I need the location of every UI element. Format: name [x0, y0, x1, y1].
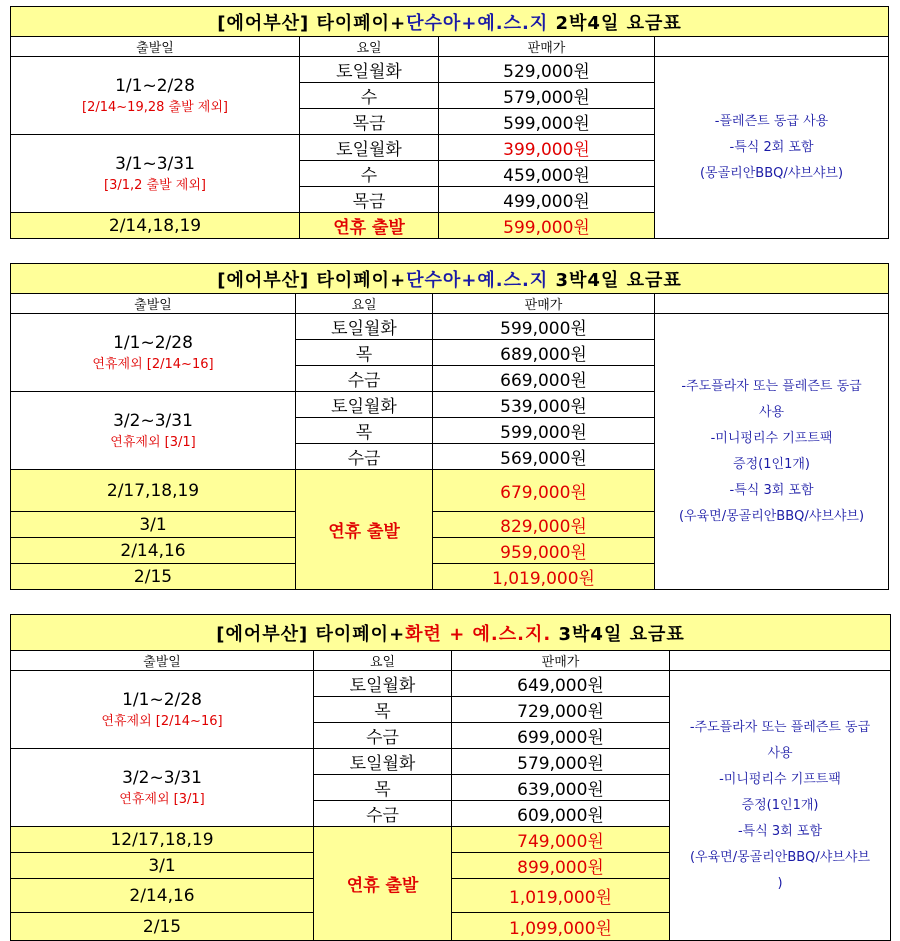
weekday-cell: 수금 — [296, 444, 433, 470]
note-line: ) — [777, 875, 783, 891]
note-line: 증정(1인1개) — [741, 797, 819, 813]
header-date: 출발일 — [11, 37, 300, 57]
notes-cell — [655, 314, 889, 590]
price-table-3 — [10, 614, 891, 941]
table-title — [11, 264, 889, 294]
date-range — [11, 749, 314, 827]
weekday-cell: 목금 — [300, 187, 439, 213]
note-line: (우육면/몽골리안BBQ/샤브샤브) — [678, 508, 865, 524]
table-title — [11, 7, 889, 37]
price-cell: 579,000원 — [452, 749, 670, 775]
weekday-cell: 수금 — [296, 366, 433, 392]
title-part-b: 화련 + 예.스.지. — [405, 623, 552, 645]
price-cell: 729,000원 — [452, 697, 670, 723]
weekday-cell: 토일월화 — [314, 671, 452, 697]
note-line: (몽골리안BBQ/샤브샤브) — [699, 165, 844, 181]
price-cell: 649,000원 — [452, 671, 670, 697]
weekday-cell: 토일월화 — [300, 135, 439, 161]
header-blank — [655, 294, 889, 314]
weekday-cell: 토일월화 — [314, 749, 452, 775]
weekday-cell: 토일월화 — [296, 314, 433, 340]
holiday-label: 연휴 출발 — [296, 470, 433, 590]
header-blank — [655, 37, 889, 57]
date-range — [11, 57, 300, 135]
price-cell: 459,000원 — [439, 161, 655, 187]
exclusion-note: [3/1,2 출발 제외] — [104, 177, 206, 193]
header-price: 판매가 — [433, 294, 655, 314]
holiday-price: 829,000원 — [433, 512, 655, 538]
note-line: -미니펑리수 기프트팩 — [719, 771, 841, 787]
price-cell: 539,000원 — [433, 392, 655, 418]
price-table-1 — [10, 6, 889, 239]
header-date: 출발일 — [11, 294, 296, 314]
header-date: 출발일 — [11, 651, 314, 671]
date-range-label: 1/1~2/28 — [122, 689, 202, 710]
note-line: 증정(1인1개) — [733, 456, 810, 472]
table-title — [11, 615, 891, 651]
note-line: -주도플라자 또는 플레즌트 동급 — [681, 378, 862, 394]
header-day: 요일 — [300, 37, 439, 57]
holiday-date: 3/1 — [11, 853, 314, 879]
date-range — [11, 671, 314, 749]
holiday-date: 2/14,16 — [11, 879, 314, 913]
price-cell: 399,000원 — [439, 135, 655, 161]
note-line: -특식 3회 포함 — [737, 823, 823, 839]
weekday-cell: 목 — [296, 340, 433, 366]
date-range-label: 3/2~3/31 — [122, 767, 202, 788]
weekday-cell: 수 — [300, 83, 439, 109]
header-price: 판매가 — [452, 651, 670, 671]
date-range-label: 3/2~3/31 — [113, 410, 193, 431]
header-blank — [670, 651, 891, 671]
price-table-2 — [10, 263, 889, 590]
holiday-date: 2/14,16 — [11, 538, 296, 564]
price-cell: 609,000원 — [452, 801, 670, 827]
date-range-label: 1/1~2/28 — [115, 75, 195, 96]
exclusion-note: 연휴제외 [3/1] — [110, 434, 196, 450]
weekday-cell: 목 — [296, 418, 433, 444]
notes-cell — [655, 57, 889, 239]
holiday-price: 679,000원 — [433, 470, 655, 512]
holiday-price: 899,000원 — [452, 853, 670, 879]
weekday-cell: 수금 — [314, 801, 452, 827]
weekday-cell: 토일월화 — [296, 392, 433, 418]
weekday-cell: 목 — [314, 775, 452, 801]
weekday-cell: 수금 — [314, 723, 452, 749]
weekday-cell: 목 — [314, 697, 452, 723]
holiday-price: 1,019,000원 — [452, 879, 670, 913]
notes-cell — [670, 671, 891, 941]
note-line: -주도플라자 또는 플레즌트 동급 — [689, 719, 871, 735]
title-part-c: 2박4일 요금표 — [548, 12, 682, 34]
weekday-cell: 목금 — [300, 109, 439, 135]
exclusion-note: 연휴제외 [2/14~16] — [101, 713, 223, 729]
price-cell: 499,000원 — [439, 187, 655, 213]
title-part-c: 3박4일 요금표 — [551, 623, 685, 645]
weekday-cell: 토일월화 — [300, 57, 439, 83]
holiday-price: 749,000원 — [452, 827, 670, 853]
price-cell: 639,000원 — [452, 775, 670, 801]
holiday-price: 1,019,000원 — [433, 564, 655, 590]
holiday-label: 연휴 출발 — [300, 213, 439, 239]
price-cell: 529,000원 — [439, 57, 655, 83]
note-line: 사용 — [767, 745, 793, 761]
holiday-date: 2/15 — [11, 913, 314, 941]
price-cell: 569,000원 — [433, 444, 655, 470]
title-part-b: 단수아+예.스.지 — [406, 12, 549, 34]
holiday-date: 2/14,18,19 — [11, 213, 300, 239]
note-line: -미니펑리수 기프트팩 — [710, 430, 833, 446]
title-part-a: [에어부산] 타이페이+ — [216, 623, 406, 645]
header-price: 판매가 — [439, 37, 655, 57]
price-cell: 579,000원 — [439, 83, 655, 109]
title-part-a: [에어부산] 타이페이+ — [217, 269, 407, 291]
exclusion-note: 연휴제외 [3/1] — [119, 791, 205, 807]
date-range — [11, 314, 296, 392]
title-part-a: [에어부산] 타이페이+ — [217, 12, 407, 34]
title-part-b: 단수아+예.스.지 — [406, 269, 549, 291]
date-range-label: 3/1~3/31 — [115, 153, 195, 174]
header-day: 요일 — [296, 294, 433, 314]
holiday-date: 2/15 — [11, 564, 296, 590]
exclusion-note: [2/14~19,28 출발 제외] — [82, 99, 228, 115]
date-range — [11, 392, 296, 470]
date-range-label: 1/1~2/28 — [113, 332, 193, 353]
holiday-date: 3/1 — [11, 512, 296, 538]
price-cell: 599,000원 — [433, 314, 655, 340]
holiday-price: 1,099,000원 — [452, 913, 670, 941]
note-line: -플레즌트 동급 사용 — [714, 113, 829, 129]
price-cell: 669,000원 — [433, 366, 655, 392]
holiday-price: 959,000원 — [433, 538, 655, 564]
note-line: (우육면/몽골리안BBQ/샤브샤브 — [689, 849, 871, 865]
price-cell: 599,000원 — [433, 418, 655, 444]
holiday-label: 연휴 출발 — [314, 827, 452, 941]
holiday-date: 2/17,18,19 — [11, 470, 296, 512]
date-range — [11, 135, 300, 213]
holiday-price: 599,000원 — [439, 213, 655, 239]
note-line: -특식 3회 포함 — [729, 482, 814, 498]
title-part-c: 3박4일 요금표 — [548, 269, 682, 291]
weekday-cell: 수 — [300, 161, 439, 187]
price-cell: 699,000원 — [452, 723, 670, 749]
note-line: -특식 2회 포함 — [729, 139, 814, 155]
price-cell: 689,000원 — [433, 340, 655, 366]
holiday-date: 12/17,18,19 — [11, 827, 314, 853]
price-cell: 599,000원 — [439, 109, 655, 135]
header-day: 요일 — [314, 651, 452, 671]
note-line: 사용 — [758, 404, 785, 420]
exclusion-note: 연휴제외 [2/14~16] — [92, 356, 214, 372]
